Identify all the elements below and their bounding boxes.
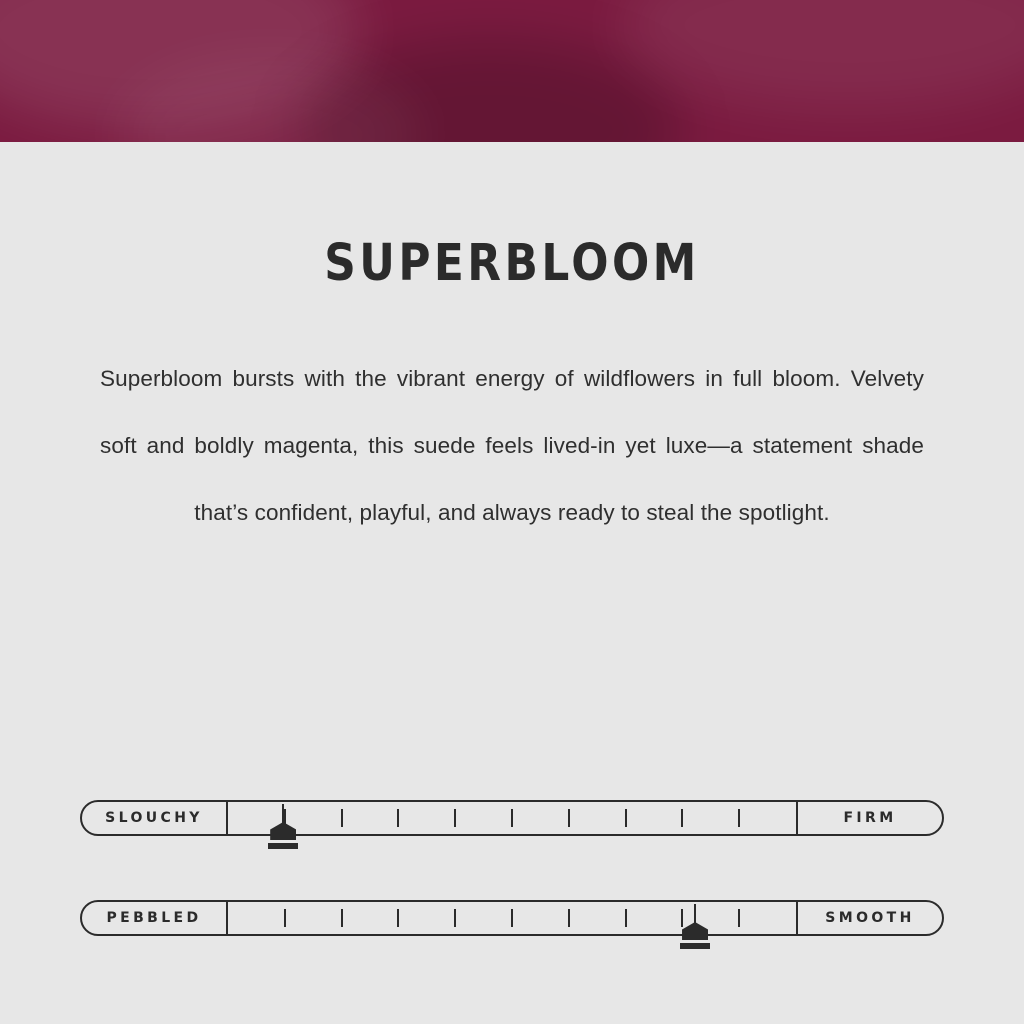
scale-tick [454,809,456,827]
scale-tick [397,809,399,827]
scale-tick [341,809,343,827]
scale-tick [511,909,513,927]
scale-tick [284,809,286,827]
marker-base [680,943,710,949]
scale-left-label: PEBBLED [82,902,228,934]
scale-ticks [228,802,796,834]
swatch-color-band [0,0,1024,142]
scale-tick [454,909,456,927]
scale-tick [284,909,286,927]
scale-tick [738,909,740,927]
scale-tick [568,909,570,927]
scale-tick [738,809,740,827]
scale-texture[interactable] [80,900,944,936]
scale-track [80,800,944,836]
swatch-texture-highlight-2 [620,0,1024,110]
scale-firmness[interactable] [80,800,944,836]
scale-tick [681,909,683,927]
scale-tick [341,909,343,927]
page-title: SUPERBLOOM [324,234,700,293]
scale-right-label: FIRM [796,802,942,834]
scale-tick [625,909,627,927]
scale-tick [511,809,513,827]
scale-track-middle[interactable] [228,902,796,934]
scale-tick [568,809,570,827]
scale-track [80,900,944,936]
scale-track-middle[interactable] [228,802,796,834]
scale-tick [681,809,683,827]
description-text: Superbloom bursts with the vibrant energy of wildflowers in full bloom. Velvety soft and boldly magenta, this suede feels lived-in yet luxe—a statement shade that’s confident, playful, and always ready to steal the spotlight. [100,366,924,525]
card-content [0,142,1024,1024]
scale-right-label: SMOOTH [796,902,942,934]
scale-left-label: SLOUCHY [82,802,228,834]
scale-tick [397,909,399,927]
scale-tick [625,809,627,827]
scale-ticks [228,902,796,934]
marker-base [268,843,298,849]
attribute-scales [80,800,944,936]
